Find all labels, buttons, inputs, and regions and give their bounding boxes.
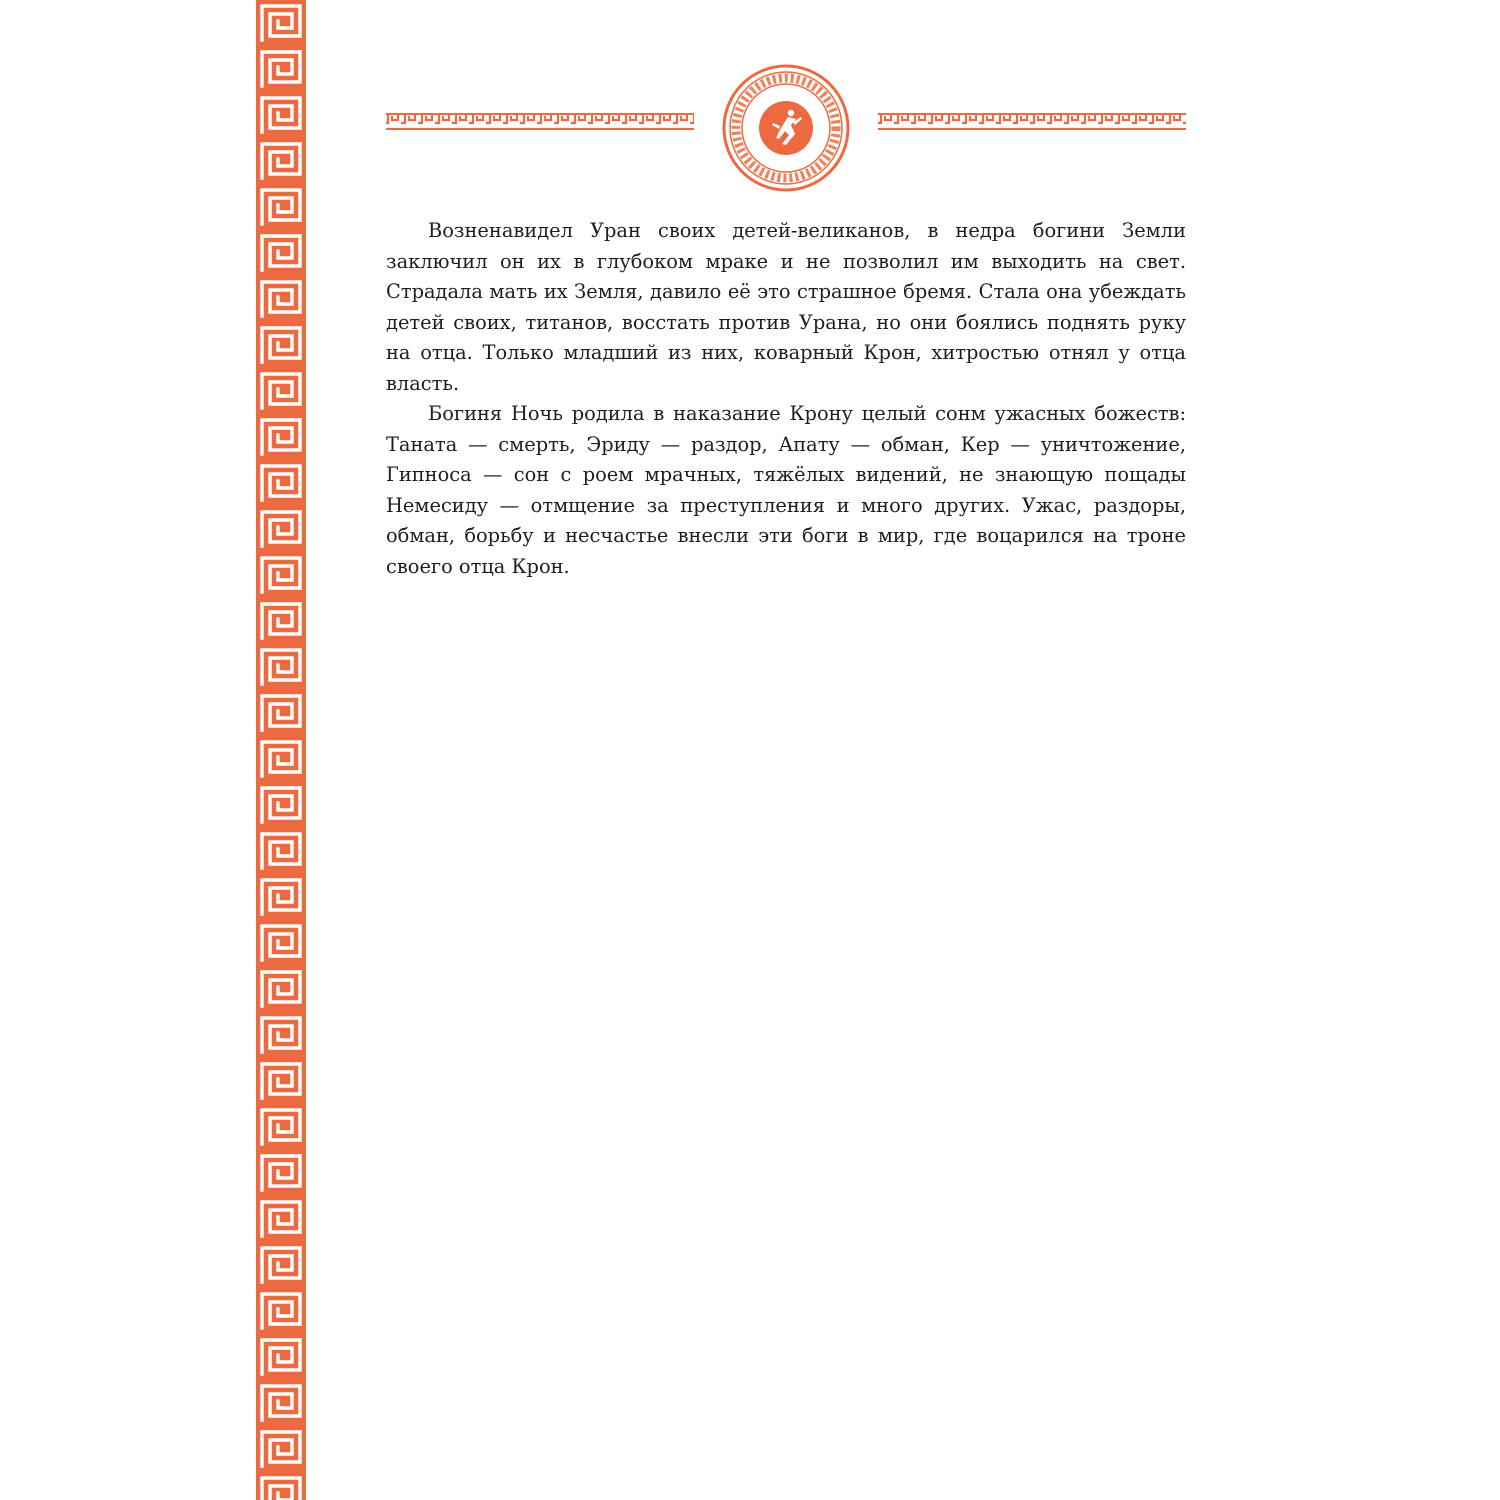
medallion-icon: [724, 66, 848, 190]
paragraph-night-goddess: Богиня Ночь родила в наказание Крону целый сонм ужасных божеств: Таната — смерть, Эриду — раздор, Апату — обман, Кер — уничтожение, Гипноса — сон с роем мрачных, тяжёлых видений, не знающую пощады Немесиду — отмщение за преступления и много других. Ужас, раздоры, обман, борьбу и несчастье внесли эти боги в мир, где воцарился на троне своего отца Крон.: [386, 402, 1186, 578]
right-wave-band-icon: [878, 114, 1186, 129]
paragraph-uranus: Возненавидел Уран своих детей-великанов, в недра богини Земли заключил он их в глубоком мраке и не позволил им выходить на свет. Страдала мать их Земля, давило её это страшное бремя. Стала она убеждать детей своих, титанов, восстать против Урана, но они боялись поднять руку на отца. Только младший из них, коварный Крон, хитростью отнял у отца власть.: [386, 219, 1186, 395]
greek-meander-border-icon: [256, 0, 306, 1500]
left-wave-band-icon: [386, 114, 694, 129]
story-text: [386, 216, 1186, 582]
header-ornament: [384, 62, 1188, 194]
